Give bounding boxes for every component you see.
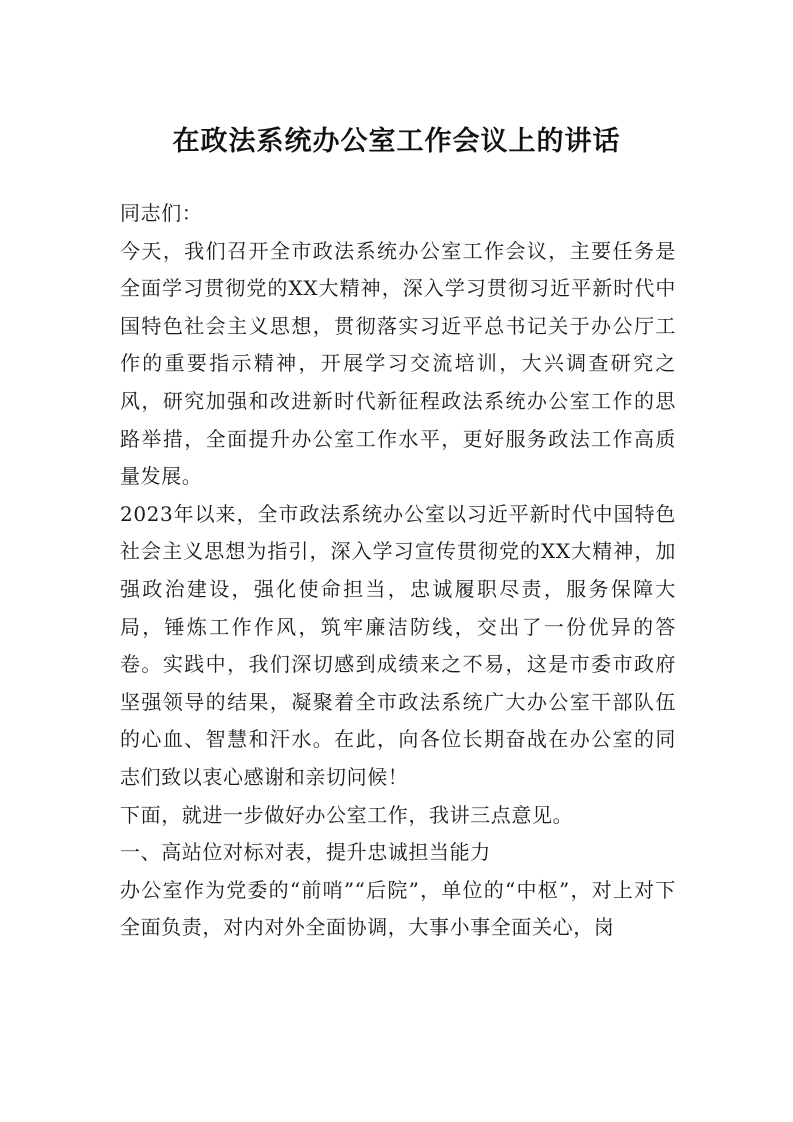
document-title: 在政法系统办公室工作会议上的讲话 — [172, 126, 621, 157]
salutation: 同志们： — [120, 201, 203, 225]
paragraph-achievements: 2023年以来，全市政法系统办公室以习近平新时代中国特色社会主义思想为指引，深入学习宣传贯彻党的XX大精神，加强政治建设，强化使命担当，忠诚履职尽责，服务保障大局，锤炼工作作风，筑牢廉洁防线，交出了一份优异的答卷。实践中，我们深切感到成绩来之不易，这是市委市政府坚强领导的结果，凝聚着全市政法系统广大办公室干部队伍的心血、智慧和汗水。在此，向各位长期奋战在办公室的同志们致以衷心感谢和亲切问候！ — [120, 501, 676, 789]
paragraph-intro: 今天，我们召开全市政法系统办公室工作会议，主要任务是全面学习贯彻党的XX大精神，深入学习贯彻习近平新时代中国特色社会主义思想，贯彻落实习近平总书记关于办公厅工作的重要指示精神，开展学习交流培训，大兴调查研究之风，研究加强和改进新时代新征程政法系统办公室工作的思路举措，全面提升办公室工作水平，更好服务政法工作高质量发展。 — [120, 238, 676, 489]
section-heading-1: 一、高站位对标对表，提升忠诚担当能力 — [120, 840, 491, 865]
paragraph-section-1: 办公室作为党委的“前哨”“后院”，单位的“中枢”，对上对下全面负责，对内对外全面协调，大事小事全面关心，岗 — [120, 877, 676, 940]
document-body — [120, 195, 676, 947]
paragraph-transition: 下面，就进一步做好办公室工作，我讲三点意见。 — [120, 802, 574, 827]
